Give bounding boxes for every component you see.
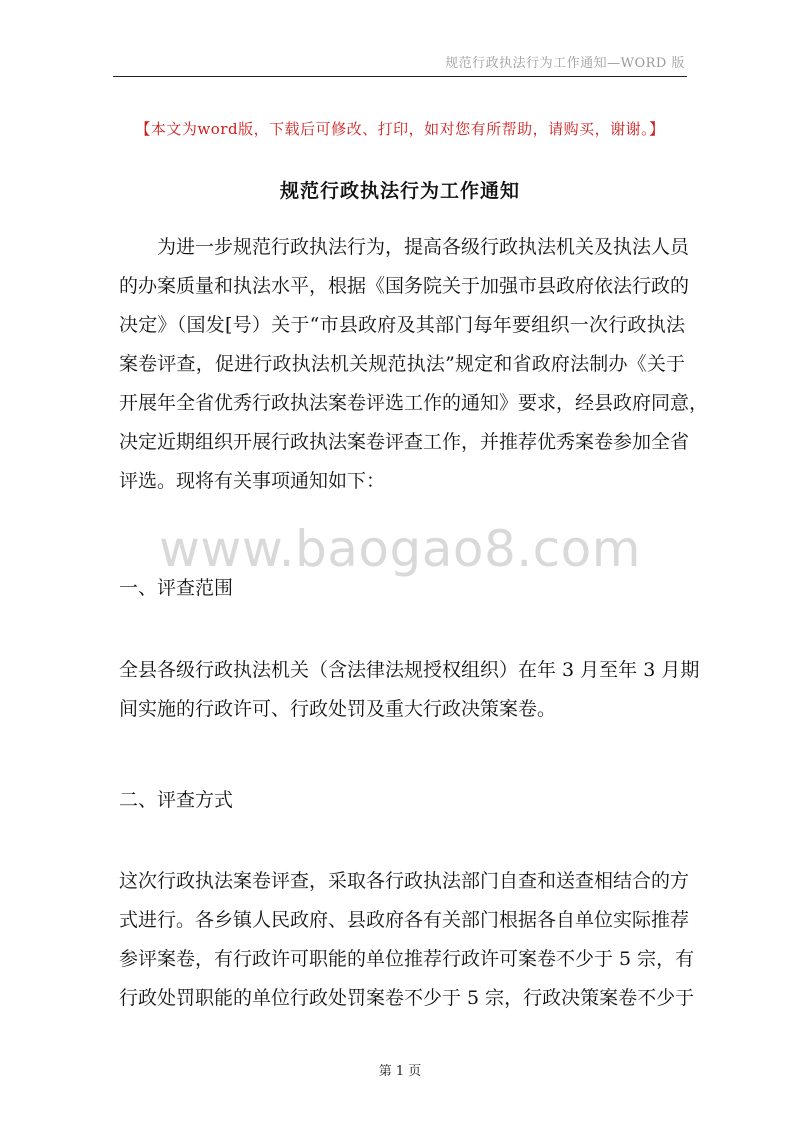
paragraph-line: 决定近期组织开展行政执法案卷评查工作，并推荐优秀案卷参加全省 [119,431,690,453]
paragraph-line: 间实施的行政许可、行政处罚及重大行政决策案卷。 [119,698,557,720]
paragraph-line: 这次行政执法案卷评查，采取各行政执法部门自查和送查相结合的方 [119,870,690,892]
method-paragraph [119,862,695,1018]
paragraph-line: 参评案卷，有行政许可职能的单位推荐行政许可案卷不少于 5 宗，有 [119,948,695,970]
paragraph-line: 评选。现将有关事项通知如下： [119,470,386,492]
section-heading-method: 二、评查方式 [119,789,234,811]
intro-paragraph [119,228,709,501]
paragraph-line: 开展年全省优秀行政执法案卷评选工作的通知》要求，经县政府同意， [119,392,709,414]
header-rule [113,76,687,77]
document-title: 规范行政执法行为工作通知 [279,180,520,202]
paragraph-line: 案卷评查，促进行政执法机关规范执法”规定和省政府法制办《关于 [119,353,685,375]
section-heading-scope: 一、评查范围 [119,577,234,599]
watermark: www.baogao8.com [159,520,641,578]
paragraph-line: 为进一步规范行政执法行为，提高各级行政执法机关及执法人员 [157,236,690,258]
page-number: 第 1 页 [378,1064,422,1079]
download-notice: 【本文为word版，下载后可修改、打印，如对您有所帮助，请购买，谢谢。】 [135,120,665,138]
paragraph-line: 的办案质量和执法水平，根据《国务院关于加强市县政府依法行政的 [119,275,690,297]
paragraph-line: 式进行。各乡镇人民政府、县政府各有关部门根据各自单位实际推荐 [119,909,690,931]
paragraph-line: 行政处罚职能的单位行政处罚案卷不少于 5 宗，行政决策案卷不少于 [119,987,695,1009]
running-header: 规范行政执法行为工作通知—WORD 版 [445,56,685,71]
scope-paragraph [119,651,700,729]
paragraph-line: 全县各级行政执法机关（含法律法规授权组织）在年 3 月至年 3 月期 [119,659,700,681]
paragraph-line: 决定》（国发[号）关于“市县政府及其部门每年要组织一次行政执法 [119,314,685,336]
